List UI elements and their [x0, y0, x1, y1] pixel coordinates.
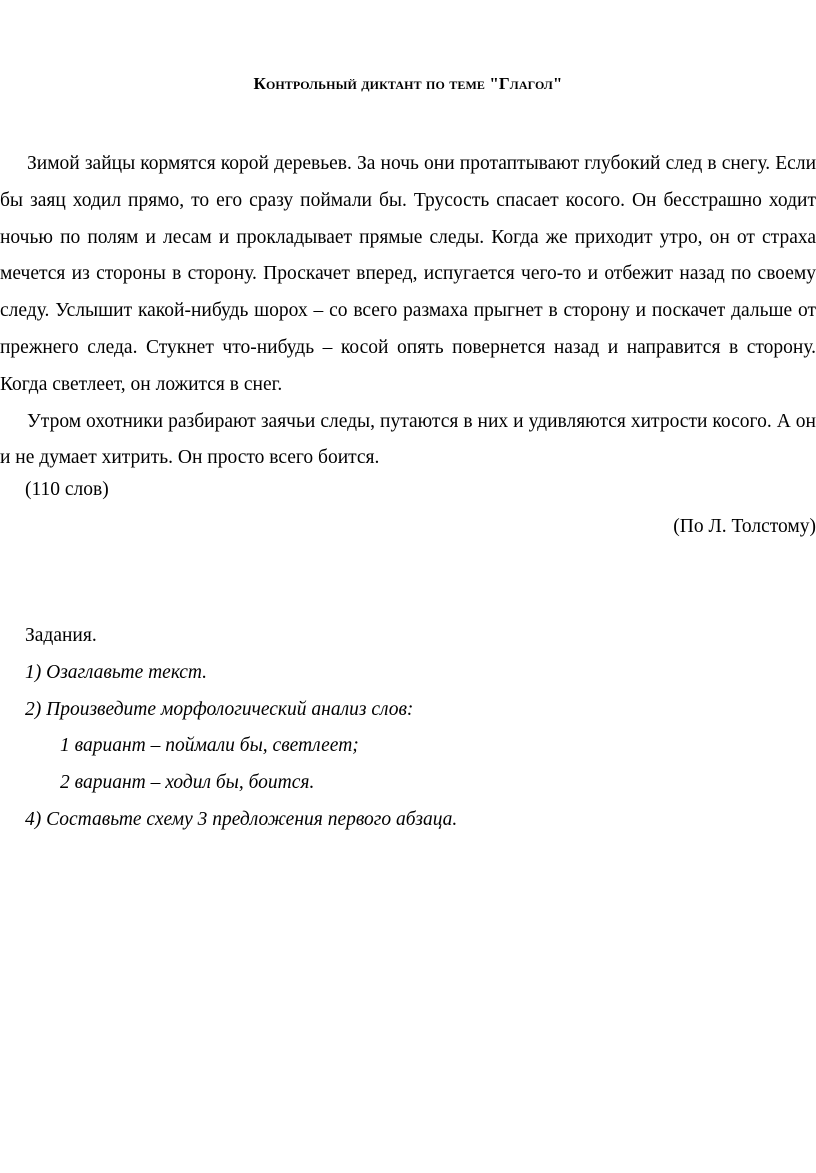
paragraph-2: Утром охотники разбирают заячьи следы, путаются в них и удивляются хитрости косого. А он и не думает хитрить. Он просто всего боится.	[0, 410, 816, 469]
dictation-text	[0, 146, 816, 477]
tasks-heading: Задания.	[25, 625, 97, 646]
document-title: Контрольный диктант по теме "Глагол"	[253, 74, 563, 93]
tasks-section	[25, 618, 805, 839]
task-item: 2) Произведите морфологический анализ слов:	[25, 698, 414, 720]
task-item: 1) Озаглавьте текст.	[25, 661, 208, 683]
paragraph-1: Зимой зайцы кормятся корой деревьев. За ночь они протаптывают глубокий след в снегу. Если бы заяц ходил прямо, то его сразу поймали бы. Трусость спасает косого. Он бесстрашно ходит ночью по полям и лесам и прокладывает прямые следы. Когда же приходит утро, он от страха мечется из стороны в сторону. Проскачет вперед, испугается чего-то и отбежит назад по своему следу. Услышит какой-нибудь шорох – со всего размаха прыгнет в сторону и поскачет дальше от прежнего следа. Стукнет что-нибудь – косой опять повернется назад и направится в сторону. Когда светлеет, он ложится в снег.	[0, 153, 816, 395]
task-subitem: 1 вариант – поймали бы, светлеет;	[60, 735, 359, 757]
word-count: (110 слов)	[25, 479, 109, 500]
task-subitem: 2 вариант – ходил бы, боится.	[60, 772, 315, 794]
task-item: 4) Составьте схему 3 предложения первого абзаца.	[25, 808, 458, 830]
author-attribution: (По Л. Толстому)	[673, 516, 816, 537]
